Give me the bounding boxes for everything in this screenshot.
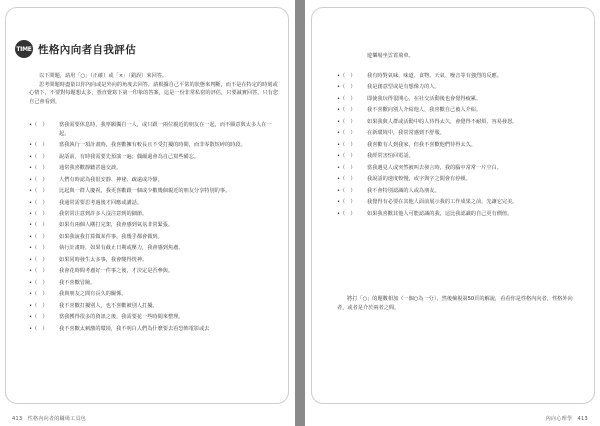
question-item — [337, 198, 580, 207]
question-item — [29, 199, 278, 208]
question-text: 如果同時發生太多事，我會變得恍神。 — [59, 256, 148, 263]
question-item — [29, 256, 278, 265]
answer-box[interactable]: •（ ） — [29, 268, 48, 275]
answer-box[interactable]: •（ ） — [29, 314, 48, 321]
answer-box[interactable]: •（ ） — [337, 153, 356, 160]
answer-box[interactable]: •（ ） — [337, 95, 356, 102]
question-text: 我不會特別認識的人或為朋友。 — [367, 187, 440, 194]
question-text: 我不喜歡冒險。 — [59, 279, 96, 286]
question-text: 我說話的速度較慢，或字與字之間會有停頓。 — [367, 176, 471, 183]
question-text: 如果我喜歡其他人可能認識的我，這比我認識的自己更有價值。 — [367, 210, 513, 217]
question-text: 我會花時間考慮好一件事之後，才決定是否參與。 — [59, 268, 174, 275]
question-item — [337, 187, 580, 196]
answer-box[interactable]: •（ ） — [337, 84, 356, 91]
question-item — [29, 121, 278, 138]
question-text: 我通常需要思考過後才回應或講話。 — [59, 199, 143, 206]
question-item — [29, 290, 278, 299]
question-text: 我有時對氣味、味道、食物、天氣、噪音等有強烈的反應。 — [367, 73, 502, 79]
right-page — [305, 0, 600, 426]
answer-box[interactable]: •（ ） — [29, 222, 48, 229]
question-text: 人們有時認為我很安靜、神祕、疏遠或冷靜。 — [59, 176, 163, 183]
question-list — [29, 121, 278, 336]
answer-box[interactable]: •（ ） — [337, 118, 356, 125]
answer-box[interactable]: •（ ） — [337, 73, 356, 79]
question-text: 我覺得有必要在其他人面前展示我的工作成果之前，先讓它完美。 — [367, 199, 518, 206]
question-item — [29, 244, 278, 253]
question-text: 我不喜歡太刺激的環境，我不明白人們為什麼要去看恐怖電影或去 — [59, 325, 210, 332]
question-item — [337, 95, 580, 104]
answer-box[interactable]: •（ ） — [29, 233, 48, 240]
question-list — [337, 72, 580, 221]
chapter-badge: TIME — [15, 40, 33, 58]
question-item — [337, 129, 580, 138]
section-header — [15, 40, 136, 58]
question-text: 說話前，有時我需要先預演一遍；偶爾還會為自己寫些備忘。 — [59, 153, 200, 160]
question-item — [29, 279, 278, 288]
question-item — [29, 153, 278, 162]
question-item — [337, 83, 580, 92]
intro-text — [29, 72, 278, 106]
answer-box[interactable]: •（ ） — [29, 122, 48, 128]
question-item — [29, 187, 278, 196]
intro-paragraph: 思考問題時盡量以你內向或是外向的角度去回答，請根據自己平常的狀態來判斷，而不是在特定的時刻或心情下，不要對每題想太多，憑直覺寫下第一印象的答案，這是一份非常私密的評估，只要誠實回答，只有您自己會看到。 — [29, 81, 279, 105]
question-item — [29, 164, 278, 173]
answer-box[interactable]: •（ ） — [29, 142, 48, 149]
question-item — [29, 210, 278, 219]
answer-box[interactable]: •（ ） — [337, 199, 356, 206]
left-card — [5, 7, 289, 404]
answer-box[interactable]: •（ ） — [337, 187, 356, 194]
question-item — [337, 118, 580, 127]
question-text: 當我需要休息時，我寧願獨自一人，或只跟一兩位親近的朋友在一起，而不願意與太多人在一起。 — [59, 122, 272, 137]
question-item — [337, 141, 580, 150]
answer-box[interactable]: •（ ） — [29, 176, 48, 183]
answer-box[interactable]: •（ ） — [29, 325, 48, 332]
question-item — [29, 267, 278, 276]
answer-box[interactable]: •（ ） — [337, 141, 356, 148]
question-text: 我是創意型或是有想像力的人。 — [367, 84, 440, 91]
question-text: 當我執行一項計畫時，我喜歡擁有較長且不受打擾的時間，而非零散短碎的時段。 — [59, 142, 246, 149]
question-item — [29, 313, 278, 322]
section-title: 性格內向者自我評估 — [38, 43, 137, 56]
answer-box[interactable]: •（ ） — [29, 199, 48, 206]
question-item — [337, 72, 580, 81]
answer-box[interactable]: •（ ） — [337, 107, 356, 114]
answer-box[interactable]: •（ ） — [29, 256, 48, 263]
question-text: 在新環境中，我常常感到不舒服。 — [367, 130, 445, 137]
question-text: 如果我與人群或活動中的人待得太久，會覺得不耐煩、容易發怒。 — [367, 118, 518, 125]
answer-box[interactable]: •（ ） — [29, 153, 48, 160]
answer-box[interactable]: •（ ） — [29, 245, 48, 252]
answer-box[interactable]: •（ ） — [337, 210, 356, 217]
answer-box[interactable]: •（ ） — [337, 164, 356, 171]
question-text: 當我獲得很多的資訊之後，我需要花一些時間來整理。 — [59, 314, 184, 321]
answer-box[interactable]: •（ ） — [29, 291, 48, 298]
question-text: 如果有兩個人剛打完架，我會感到氣氛非常緊張。 — [59, 222, 174, 229]
page-footer: 內向心理學 413 — [545, 416, 588, 422]
question-item — [29, 176, 278, 185]
question-text: 我經常害怕回電話。 — [367, 153, 414, 160]
question-item — [29, 302, 278, 311]
question-text: 即使我玩得很開心，在社交活動後也會覺得疲累。 — [367, 95, 482, 102]
question-item — [337, 175, 580, 184]
left-page — [0, 0, 295, 426]
question-item — [337, 152, 580, 161]
page-footer: 413 性格內向者的職場工具包 — [12, 416, 87, 422]
answer-box[interactable]: •（ ） — [29, 210, 48, 217]
answer-box[interactable]: •（ ） — [337, 130, 356, 137]
question-item — [337, 106, 580, 115]
question-text: 我不喜歡向別人介紹他人，我喜歡自己被人介紹。 — [367, 107, 482, 114]
question-item — [29, 221, 278, 230]
scoring-instructions: 將打「○」的題數相加（一個○為一分），然後檢視第50頁的解說，看看你是性格內向者，性格外向者，或者是介於兩者之間。 — [337, 296, 573, 311]
question-item — [337, 164, 580, 173]
answer-box[interactable]: •（ ） — [29, 302, 48, 309]
intro-paragraph: 以下問題，請用「○」（正確）或「×」（錯誤）來回答。 — [39, 73, 168, 79]
continued-text: 遊樂場坐雲霄飛車。 — [367, 53, 414, 59]
question-item — [29, 325, 278, 334]
question-text: 我與朋友之間有長久的關係。 — [59, 291, 127, 298]
answer-box[interactable]: •（ ） — [29, 188, 48, 195]
question-text: 我喜歡有人到我家，但我不喜歡他們待得太久。 — [367, 141, 476, 148]
question-item — [29, 233, 278, 242]
question-text: 我不喜歡打擾別人，也不喜歡被別人打擾。 — [59, 302, 158, 309]
answer-box[interactable]: •（ ） — [29, 279, 48, 286]
question-text: 執行計畫時，如果有截止日期或壓力，我會感到焦慮。 — [59, 245, 184, 252]
question-text: 通常我喜歡靜聽甚過交談。 — [59, 165, 122, 172]
question-text: 如果我說我打算做某件事，我幾乎都會做到。 — [59, 233, 163, 240]
question-text: 我常常注意到許多人沒注意到的細節。 — [59, 210, 148, 217]
answer-box[interactable]: •（ ） — [337, 176, 356, 183]
question-text: 當我遇見人或突然被叫去發言時，我的腦中常常一片空白。 — [367, 164, 502, 171]
question-text: 比起與一群人慶祝，我更喜歡跟一個或少數幾個親近的朋友分享特別的事。 — [59, 188, 231, 195]
answer-box[interactable]: •（ ） — [29, 165, 48, 172]
question-item — [29, 141, 278, 150]
question-item — [337, 210, 580, 219]
right-card — [311, 7, 595, 404]
